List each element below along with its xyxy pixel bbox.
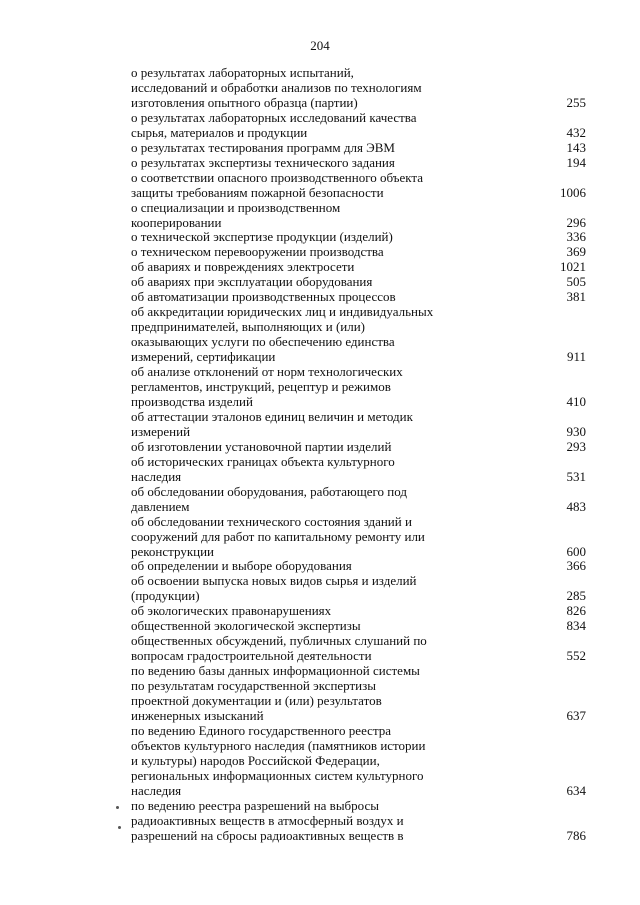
entry-text: об анализе отклонений от норм технологических регламентов, инструкций, рецептур и режимов производства изделий	[131, 364, 403, 409]
index-entry	[131, 171, 586, 201]
index-entry	[131, 619, 586, 634]
entry-text: об экологических правонарушениях	[131, 603, 332, 619]
index-entry	[131, 245, 586, 260]
entry-page-number: 296	[566, 214, 586, 230]
entry-page-number: 552	[566, 648, 586, 664]
index-entry	[131, 156, 586, 171]
index-entry	[131, 559, 586, 574]
index-entry	[131, 230, 586, 245]
entry-text: об авариях и повреждениях электросети	[131, 259, 355, 275]
index-entry	[131, 634, 586, 664]
entry-text: об изготовлении установочной партии изделий	[131, 438, 392, 454]
entry-page-number: 255	[566, 94, 586, 110]
entry-page-number: 143	[566, 139, 586, 155]
entry-text: по ведению базы данных информационной системы по результатам государственной экспертизы проектной документации и (или) результатов инженерных изысканий	[131, 663, 420, 723]
scan-speck	[118, 826, 121, 829]
index-entry	[131, 515, 586, 560]
entry-page-number: 911	[566, 349, 586, 365]
index-entry	[131, 111, 586, 141]
entry-text: общественной экологической экспертизы	[131, 618, 361, 634]
entry-page-number: 826	[566, 603, 586, 619]
entry-page-number: 634	[566, 782, 586, 798]
entry-text: об аккредитации юридических лиц и индивидуальных предпринимателей, выполняющих и (или) оказывающих услуги по обеспечению единства измерений, сертификации	[131, 304, 434, 365]
entry-page-number: 483	[566, 498, 586, 514]
index-entry	[131, 455, 586, 485]
entry-page-number: 369	[566, 244, 586, 260]
entry-page-number: 410	[566, 393, 586, 409]
entry-page-number: 637	[566, 707, 586, 723]
entry-text: об обследовании технического состояния зданий и сооружений для работ по капитальному ремонту или реконструкции	[131, 513, 425, 559]
entry-text: о результатах экспертизы технического задания	[131, 154, 395, 170]
entry-text: о техническом перевооружении производства	[131, 244, 384, 260]
index-entry	[131, 201, 586, 231]
entry-text: общественных обсуждений, публичных слушаний по вопросам градостроительной деятельности	[131, 633, 427, 664]
index-entry	[131, 410, 586, 440]
index-entry	[131, 485, 586, 515]
index-entry	[131, 275, 586, 290]
entry-text: о технической экспертизе продукции (изделий)	[131, 229, 393, 245]
index-entry	[131, 305, 586, 365]
entry-page-number: 293	[566, 438, 586, 454]
entry-text: об аттестации эталонов единиц величин и методик измерений	[131, 408, 413, 439]
index-entry	[131, 604, 586, 619]
entry-page-number: 194	[566, 154, 586, 170]
index-entry	[131, 799, 586, 844]
index-list	[131, 66, 586, 844]
entry-text: о результатах тестирования программ для ЭВМ	[131, 139, 395, 155]
index-entry	[131, 141, 586, 156]
index-entry	[131, 290, 586, 305]
entry-text: о специализации и производственном кооперировании	[131, 199, 341, 230]
entry-page-number: 381	[566, 289, 586, 305]
index-entry	[131, 664, 586, 724]
index-entry	[131, 724, 586, 799]
entry-page-number: 366	[566, 558, 586, 574]
entry-page-number: 600	[566, 543, 586, 559]
page-number: 204	[310, 38, 330, 53]
entry-text: об определении и выборе оборудования	[131, 558, 352, 574]
entry-text: о результатах лабораторных исследований качества сырья, материалов и продукции	[131, 109, 417, 140]
entry-text: о результатах лабораторных испытаний, исследований и обработки анализов по технологиям изготовления опытного образца (партии)	[131, 65, 422, 110]
entry-page-number: 834	[566, 618, 586, 634]
entry-page-number: 432	[566, 124, 586, 140]
entry-page-number: 930	[566, 423, 586, 439]
entry-text: по ведению реестра разрешений на выбросы радиоактивных веществ в атмосферный воздух и разрешений на сбросы радиоактивных веществ в	[131, 797, 404, 843]
entry-page-number: 531	[566, 468, 586, 484]
entry-text: о соответствии опасного производственного объекта защиты требованиям пожарной безопасности	[131, 169, 423, 200]
index-entry	[131, 365, 586, 410]
scan-speck	[116, 806, 119, 809]
index-entry	[131, 440, 586, 455]
entry-text: об обследовании оборудования, работающего под давлением	[131, 483, 407, 514]
entry-page-number: 1021	[560, 259, 586, 275]
entry-page-number: 336	[566, 229, 586, 245]
index-entry	[131, 260, 586, 275]
index-entry	[131, 66, 586, 111]
entry-text: по ведению Единого государственного реестра объектов культурного наследия (памятников истории и культуры) народов Российской Федерации, региональных информационных систем культурного наследия	[131, 722, 426, 798]
entry-text: об исторических границах объекта культурного наследия	[131, 453, 395, 484]
entry-text: об авариях при эксплуатации оборудования	[131, 274, 373, 290]
index-entry	[131, 574, 586, 604]
entry-text: об автоматизации производственных процессов	[131, 289, 396, 305]
entry-page-number: 285	[566, 588, 586, 604]
entry-text: об освоении выпуска новых видов сырья и изделий (продукции)	[131, 573, 417, 604]
entry-page-number: 786	[566, 827, 586, 843]
entry-page-number: 505	[566, 274, 586, 290]
entry-page-number: 1006	[560, 184, 586, 200]
